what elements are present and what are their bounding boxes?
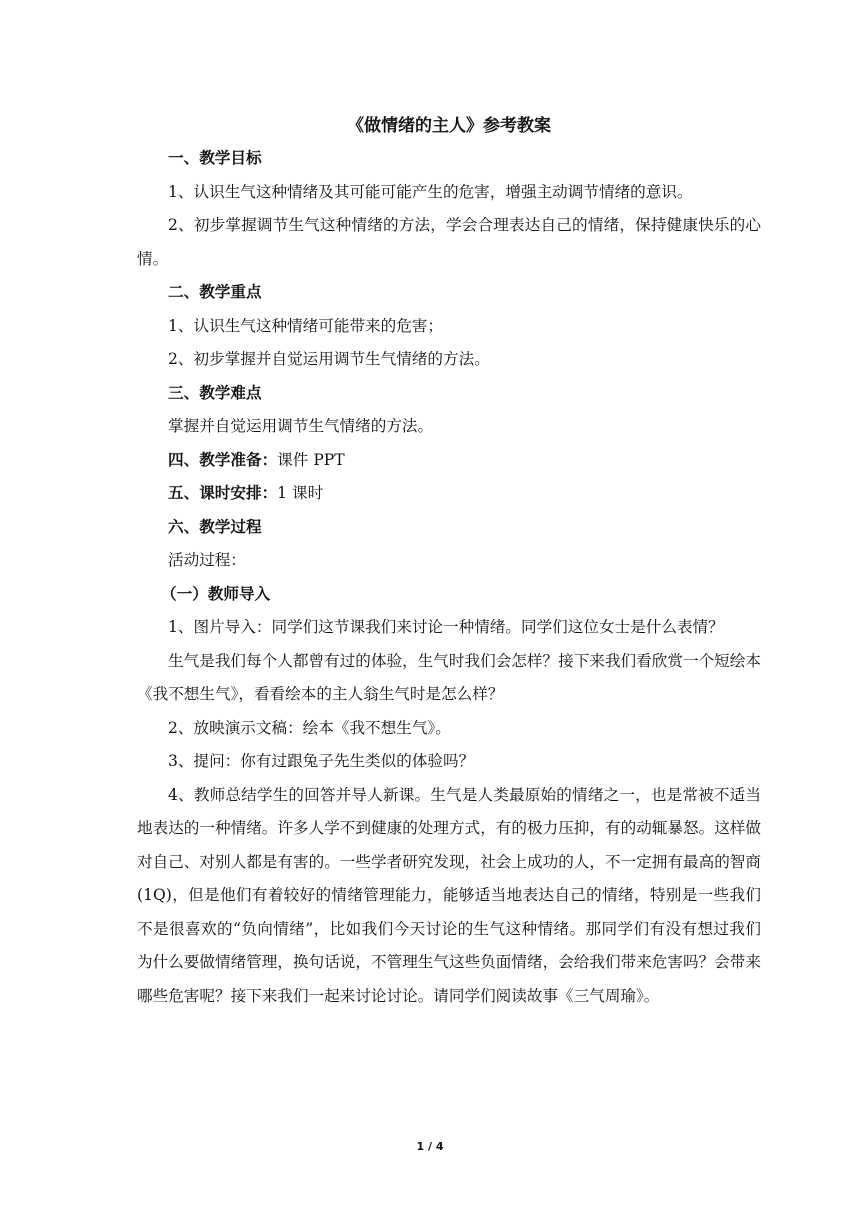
section-preparation [137,444,761,478]
preparation-value: 课件 PPT [277,450,345,469]
preparation-label: 四、教学准备： [168,450,278,469]
schedule-value: 1 课时 [277,484,324,502]
schedule-label: 五、课时安排： [168,484,278,502]
process-step-1: 1、图片导入：同学们这节课我们来讨论一种情绪。同学们这位女士是什么表情？ [168,618,724,636]
section-schedule [137,477,761,511]
process-step-4: 4、教师总结学生的回答并导人新课。生气是人类最原始的情绪之一，也是常被不适当地表达的一种情绪。许多人学不到健康的处理方式，有的极力压抑，有的动辄暴怒。这样做对自己、对别人都是有害的。一些学者研究发现，社会上成功的人，不一定拥有最高的智商(1Q)，但是他们有着较好的情绪管理能力，能够适当地表达自己的情绪，特别是一些我们不是很喜欢的“负向情绪”，比如我们今天讨论的生气这种情绪。那同学们有没有想过我们为什么要做情绪管理，换句话说，不管理生气这些负面情绪，会给我们带来危害吗？会带来哪些危害呢？接下来我们一起来讨论讨论。请同学们阅读故事《三气周瑜》。 [137,785,761,1005]
document-body [137,110,761,1013]
section-heading-goals: 一、教学目标 [168,149,262,167]
sub-heading-teacher-intro: （一）教师导入 [161,584,271,603]
process-step-1b: 生气是我们每个人都曾有过的体验，生气时我们会怎样？接下来我们看欣赏一个短绘本《我不想生气》，看看绘本的主人翁生气时是怎么样？ [137,651,761,703]
page-number: 1 / 4 [416,1140,444,1153]
section-heading-key-points: 二、教学重点 [168,283,262,301]
process-step-2: 2、放映演示文稿：绘本《我不想生气》。 [168,718,451,737]
goal-item-2: 2、初步掌握调节生气这种情绪的方法，学会合理表达自己的情绪，保持健康快乐的心情。 [137,216,761,268]
section-heading-process: 六、教学过程 [168,517,262,536]
document-title: 《做情绪的主人》参考教案 [347,116,551,136]
difficulty-item-1: 掌握并自觉运用调节生气情绪的方法。 [168,417,434,435]
goal-item-1: 1、认识生气这种情绪及其可能可能产生的危害，增强主动调节情绪的意识。 [168,182,693,201]
section-heading-difficulty: 三、教学难点 [168,383,262,402]
activity-intro: 活动过程： [168,551,246,569]
key-point-1: 1、认识生气这种情绪可能带来的危害； [168,316,444,335]
process-step-3: 3、提问：你有过跟兔子先生类似的体验吗？ [168,752,475,770]
key-point-2: 2、初步掌握并自觉运用调节生气情绪的方法。 [168,350,490,368]
